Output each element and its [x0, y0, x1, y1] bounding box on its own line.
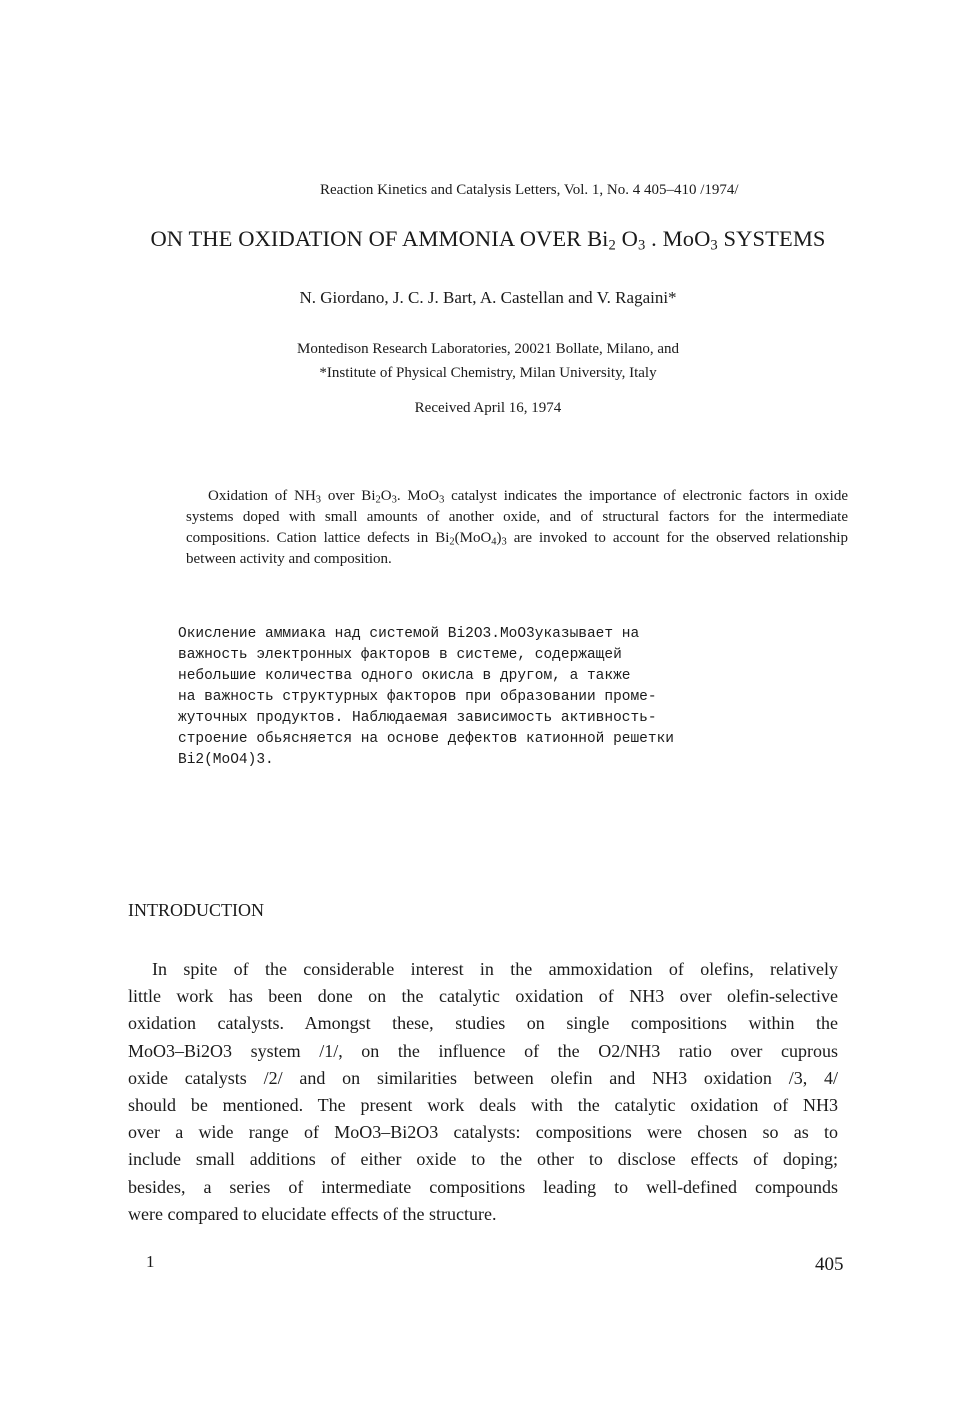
- intro-line: oxide catalysts /2/ and on similarities between olefin and NH3 oxidation /3, 4/: [128, 1067, 838, 1088]
- intro-line: include small additions of either oxide to the other to disclose effects of doping;: [128, 1149, 838, 1170]
- affiliation-1: Montedison Research Laboratories, 20021 Bollate, Milano, and: [297, 341, 679, 357]
- abstract-ru-line: жуточных продуктов. Наблюдаемая зависимость активность-: [178, 710, 657, 726]
- abstract-ru-line: Bi2(MoO4)3.: [178, 752, 274, 768]
- intro-line: should be mentioned. The present work deals with the catalytic oxidation of NH3: [128, 1095, 838, 1116]
- intro-line: besides, a series of intermediate compositions leading to well-defined compounds: [128, 1176, 838, 1197]
- intro-line: over a wide range of MoO3–Bi2O3 catalysts: compositions were chosen so as to: [128, 1122, 838, 1143]
- intro-line: MoO3–Bi2O3 system /1/, on the influence of the O2/NH3 ratio over cuprous: [128, 1040, 838, 1061]
- intro-line: little work has been done on the catalytic oxidation of NH3 over olefin-selective: [128, 986, 838, 1007]
- received-date: Received April 16, 1974: [414, 400, 562, 416]
- abstract-ru-line: на важность структурных факторов при образовании проме-: [178, 689, 657, 705]
- abstract-english: Oxidation of $NH_3$ over $Bi_2O_3$. MoO$_3$ catalyst indicates the importance of electronic factors in oxide systems doped with small amounts of another oxide, and of structural factors for the intermediate compositions. Cation lattice defects in $Bi_2(MoO_4)_3$ are invoked to account for the observed relationship between activity and composition.: [186, 488, 848, 567]
- footer-number-left: 1: [146, 1252, 155, 1271]
- authors: N. Giordano, J. C. J. Bart, A. Castellan and V. Ragaini*: [299, 288, 677, 307]
- intro-line: oxidation catalysts. Amongst these, studies on single compositions within the: [128, 1013, 838, 1034]
- section-heading-introduction: INTRODUCTION: [128, 900, 264, 920]
- introduction-paragraph: [128, 956, 838, 1228]
- abstract-ru-line: строение обьясняется на основе дефектов катионной решетки: [178, 731, 674, 747]
- intro-line: In spite of the considerable interest in the ammoxidation of olefins, relatively: [152, 959, 838, 979]
- abstract-ru-line: Окисление аммиака над системой Bi2O3.MoO3указывает на: [178, 626, 640, 642]
- abstract-ru-line: важность электронных факторов в системе, содержащей: [178, 647, 622, 663]
- abstract-ru-line: небольшие количества одного окисла в другом, а также: [178, 668, 631, 684]
- affiliation-2: *Institute of Physical Chemistry, Milan University, Italy: [319, 365, 657, 381]
- intro-line: were compared to elucidate effects of the structure.: [128, 1203, 497, 1224]
- abstract-russian: [178, 624, 818, 771]
- journal-citation: Reaction Kinetics and Catalysis Letters, Vol. 1, No. 4 405–410 /1974/: [320, 182, 739, 198]
- paper-title: ON THE OXIDATION OF AMMONIA OVER $Bi_2$ $O_3$ . MoO$_3$ SYSTEMS: [150, 226, 826, 254]
- page-number: 405: [815, 1254, 844, 1275]
